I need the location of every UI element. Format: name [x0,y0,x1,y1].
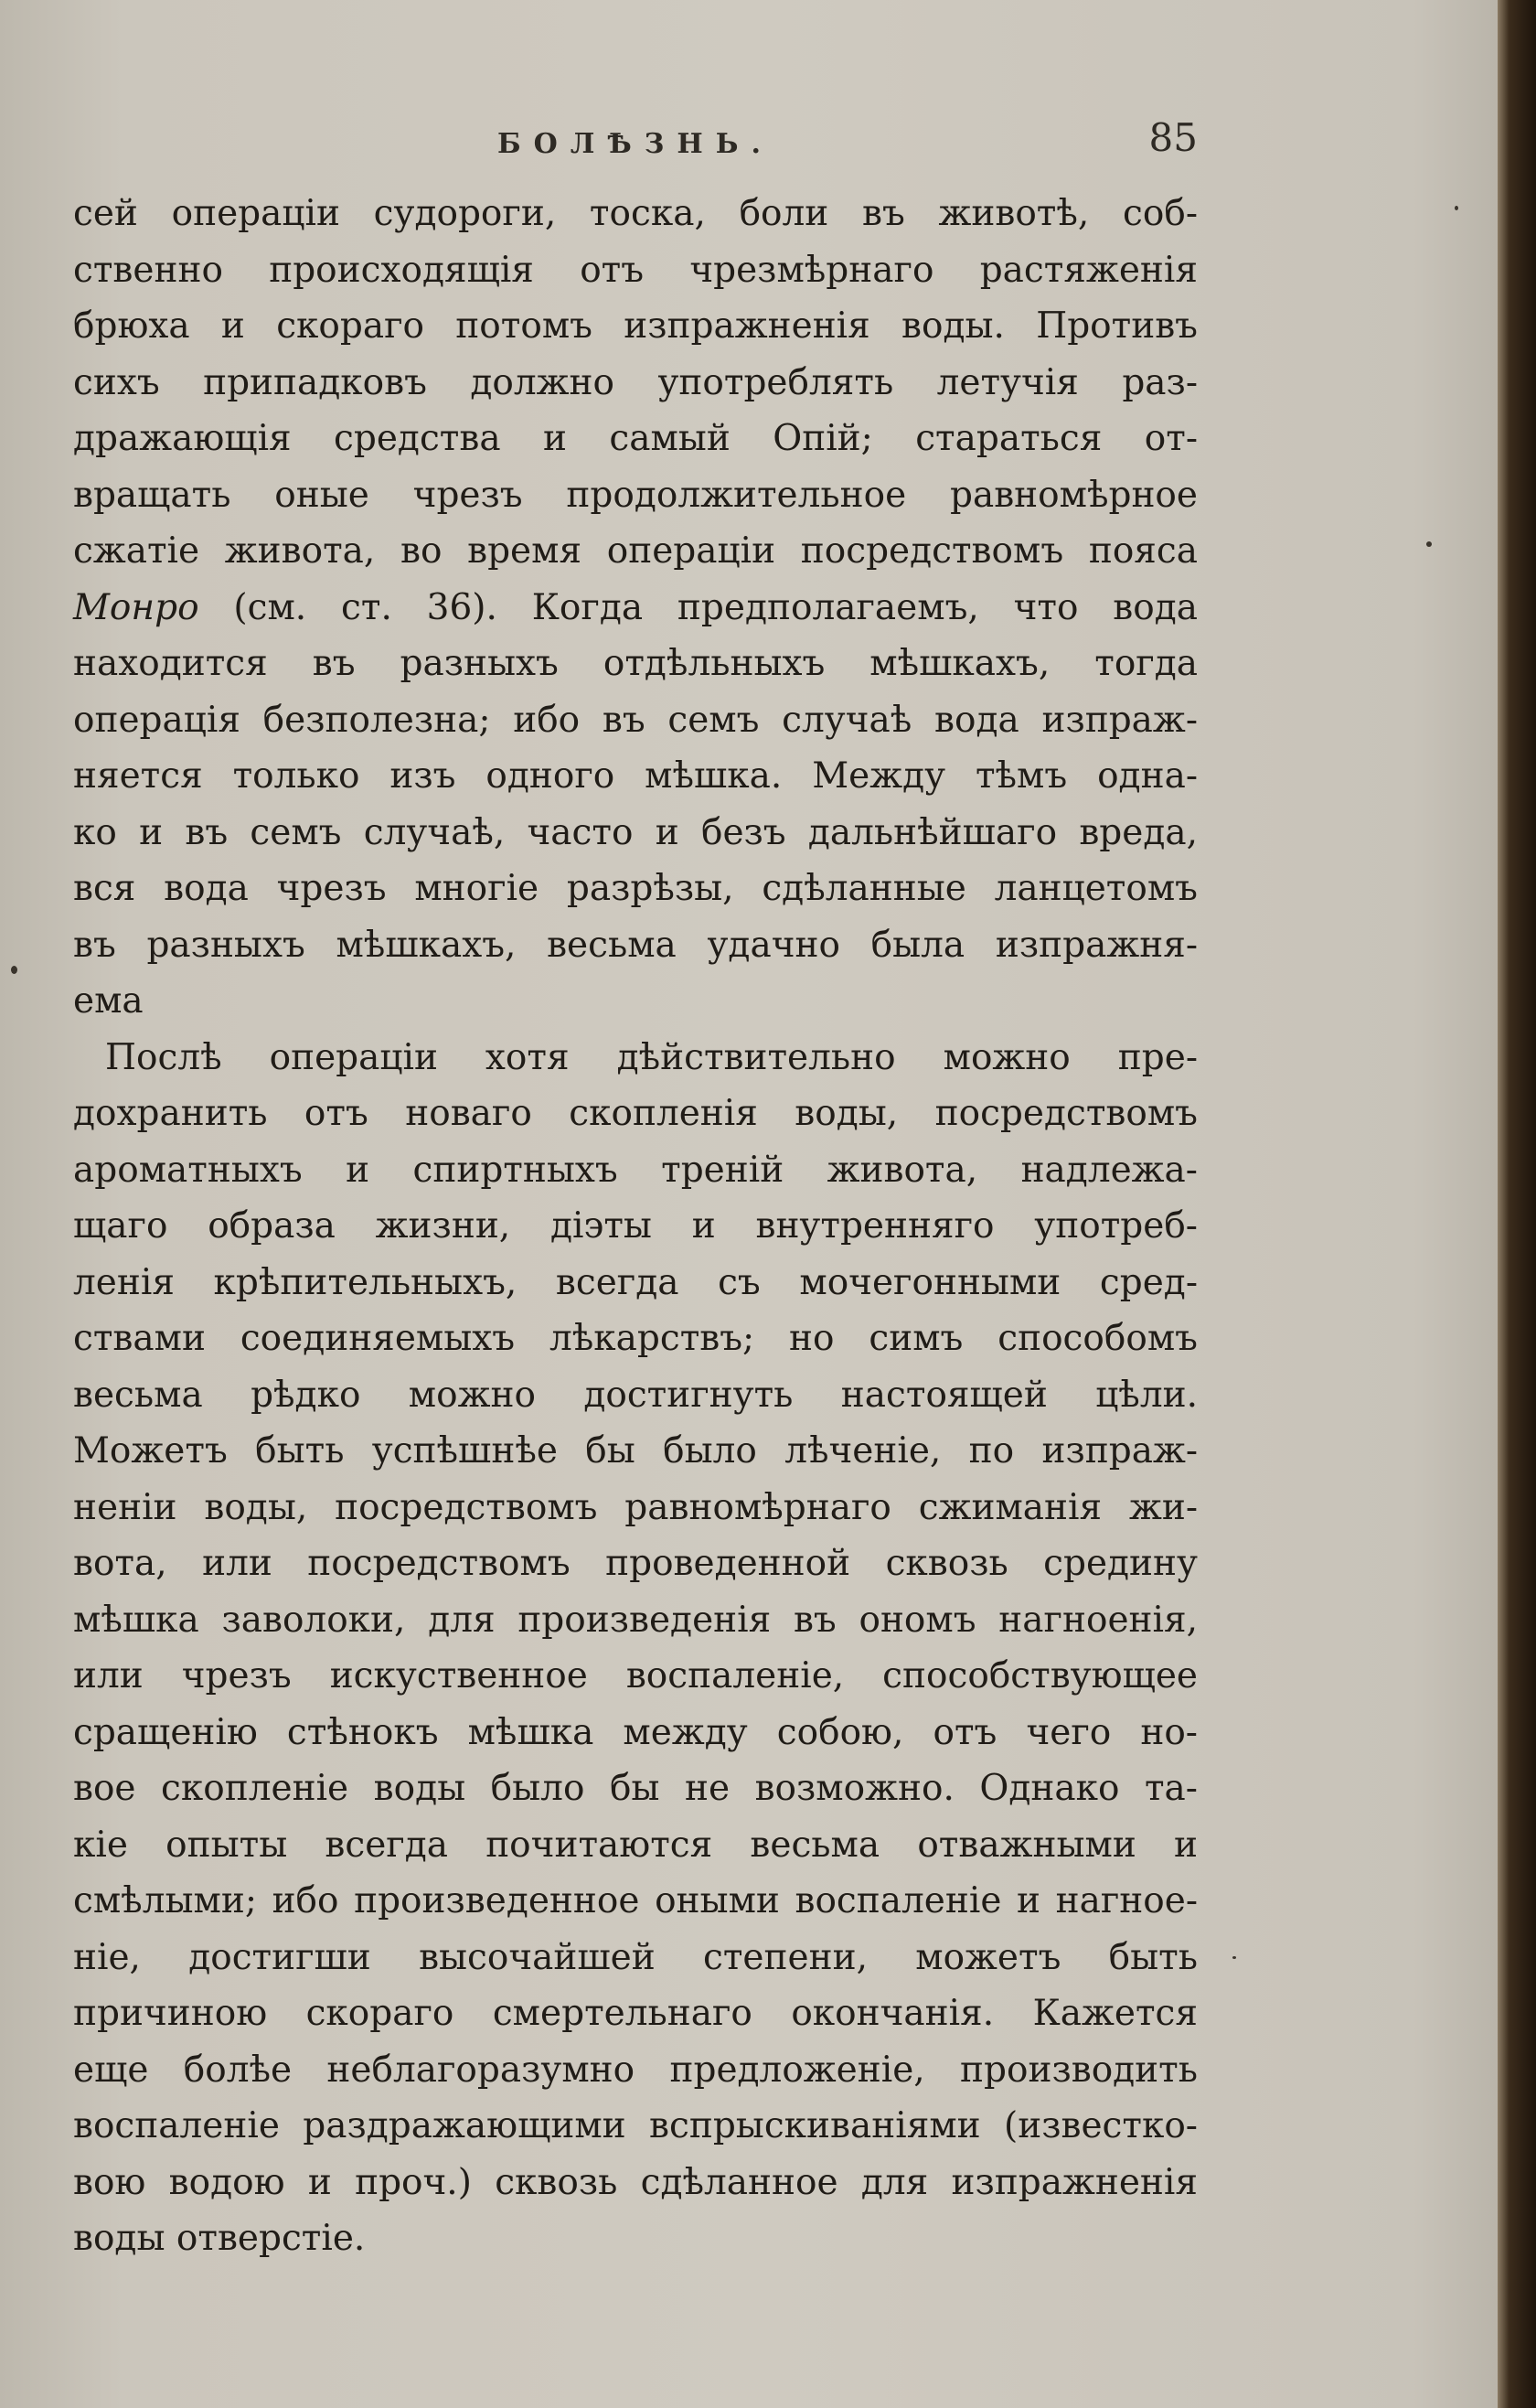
ink-speck [1426,541,1432,547]
text-line: воды отверстіе. [73,2218,366,2259]
text-line: еще болѣе неблагоразумно предложеніе, производить [73,2049,1198,2091]
text-line: сращенію стѣнокъ мѣшка между собою, отъ чего но- [73,1711,1198,1753]
text-line: брюха и скораго потомъ изпражненія воды. Противъ [73,305,1198,347]
text-line: вращать оные чрезъ продолжительное равномѣрное [73,474,1198,516]
text-line: смѣлыми; ибо произведенное оными воспаленіе и нагное- [73,1880,1198,1921]
running-title: БОЛѢЗНЬ. [497,128,773,160]
body-text [73,186,1198,2267]
ink-speck [11,966,17,974]
text-line: вою водою и проч.) сквозь сдѣланное для изпражненія [73,2161,1198,2203]
text-line: сихъ припадковъ должно употреблять летучія раз- [73,361,1198,403]
text-line: ственно происходящія отъ чрезмѣрнаго растяженія [73,249,1198,291]
text-line: ствами соединяемыхъ лѣкарствъ; но симъ способомъ [73,1318,1198,1359]
text-line: ко и въ семъ случаѣ, часто и безъ дальнѣйшаго вреда, [73,811,1198,853]
text-line-rest: (см. ст. 36). Когда предполагаемъ, что вода [233,586,1198,628]
text-line: неніи воды, посредствомъ равномѣрнаго сжиманія жи- [73,1486,1198,1528]
text-line: весьма рѣдко можно достигнуть настоящей цѣли. [73,1374,1198,1416]
text-line: няется только изъ одного мѣшка. Между тѣмъ одна- [73,755,1198,797]
text-line: сжатіе живота, во время операціи посредствомъ пояса [73,530,1198,572]
text-line: причиною скораго смертельнаго окончанія. Кажется [73,1993,1198,2034]
text-line: въ разныхъ мѣшкахъ, весьма удачно была изпражня- [73,924,1198,966]
text-line: или чрезъ искуственное воспаленіе, способствующее [73,1655,1198,1696]
text-line: сей операціи судороги, тоска, боли въ животѣ, соб- [73,193,1198,234]
text-line: ніе, достигши высочайшей степени, можетъ быть [73,1936,1198,1978]
page-header [73,115,1198,183]
ink-speck [1455,206,1458,210]
text-line: мѣшка заволоки, для произведенія въ ономъ нагноенія, [73,1599,1198,1641]
book-binding-edge [1498,0,1536,2408]
text-line: дохранить отъ новаго скопленія воды, посредствомъ [73,1093,1198,1134]
page-number: 85 [1148,115,1198,160]
text-line: ема [73,980,144,1022]
text-line: операція безполезна; ибо въ семъ случаѣ вода изпраж- [73,699,1198,741]
text-line: находится въ разныхъ отдѣльныхъ мѣшкахъ, тогда [73,643,1198,684]
text-line: ароматныхъ и спиртныхъ треній живота, надлежа- [73,1149,1198,1191]
text-line: вся вода чрезъ многіе разрѣзы, сдѣланные ланцетомъ [73,868,1198,909]
text-line-with-italic [73,580,1198,637]
italic-name: Монро [73,586,199,628]
text-line: вое скопленіе воды было бы не возможно. Однако та- [73,1768,1198,1809]
text-line: дражающія средства и самый Опій; стараться от- [73,418,1198,459]
text-line: щаго образа жизни, діэты и внутренняго употреб- [73,1205,1198,1247]
text-line: ленія крѣпительныхъ, всегда съ мочегонными сред- [73,1261,1198,1303]
text-line: воспаленіе раздражающими вспрыскиваніями (известко- [73,2105,1198,2146]
paragraph-start-line: Послѣ операціи хотя дѣйствительно можно пре- [105,1036,1198,1078]
text-line: Можетъ быть успѣшнѣе бы было лѣченіе, по изпраж- [73,1430,1198,1472]
text-line: вота, или посредствомъ проведенной сквозь средину [73,1543,1198,1584]
ink-speck [1232,1956,1236,1959]
text-line: кіе опыты всегда почитаются весьма отважными и [73,1824,1198,1866]
